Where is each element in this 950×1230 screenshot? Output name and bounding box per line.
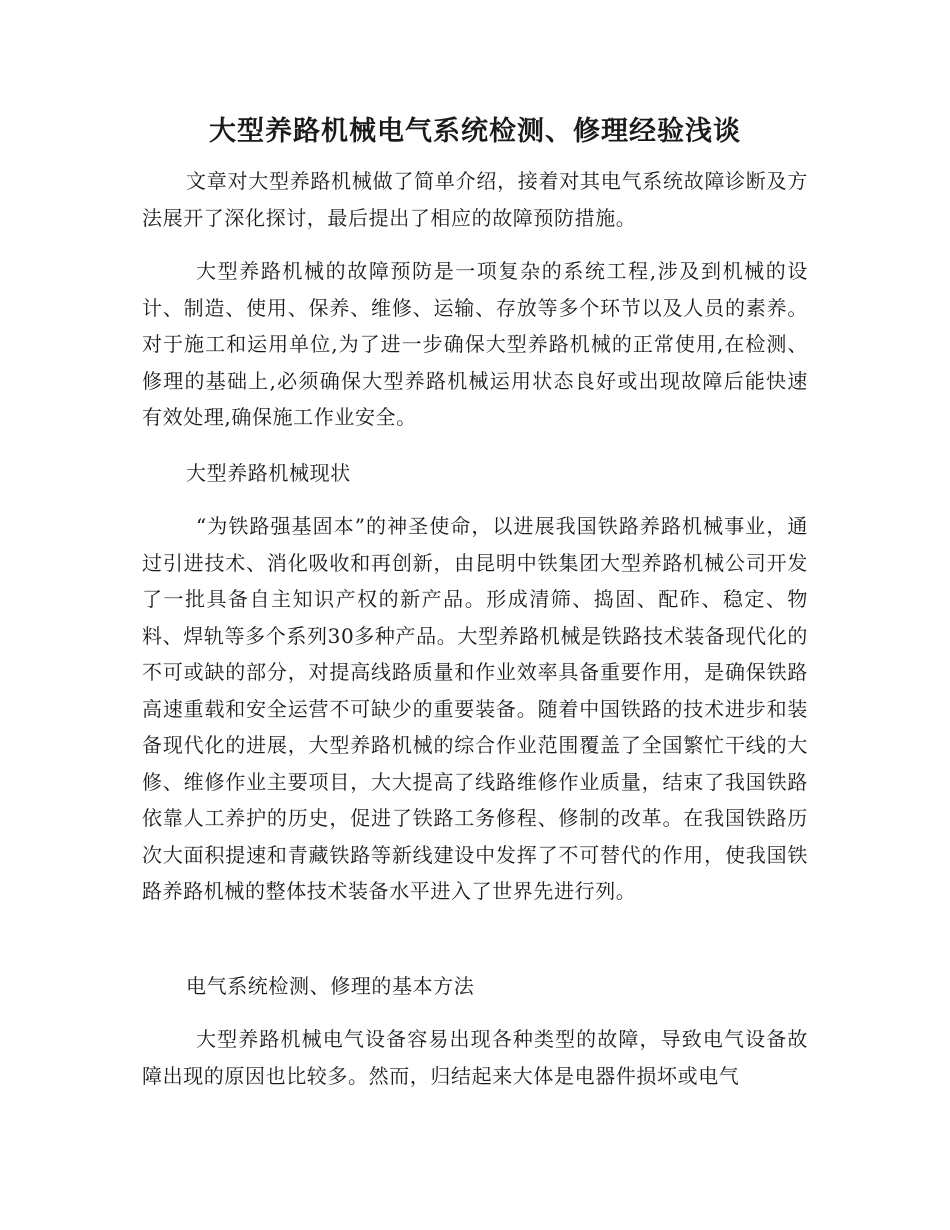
intro-paragraph: 大型养路机械的故障预防是一项复杂的系统工程,涉及到机械的设计、制造、使用、保养、维修、运输、存放等多个环节以及人员的素养。对于施工和运用单位,为了进一步确保大型养路机械的正常使用,在检测、修理的基础上,必须确保大型养路机械运用状态良好或出现故障后能快速有效处理,确保施工作业安全。	[142, 259, 808, 429]
section-heading-status: 大型养路机械现状	[186, 461, 351, 485]
abstract-paragraph: 文章对大型养路机械做了简单介绍，接着对其电气系统故障诊断及方法展开了深化探讨，最后提出了相应的故障预防措施。	[142, 169, 808, 230]
document-title: 大型养路机械电气系统检测、修理经验浅谈	[209, 116, 741, 147]
section-status-paragraph: “为铁路强基固本”的神圣使命，以进展我国铁路养路机械事业，通过引进技术、消化吸收和再创新，由昆明中铁集团大型养路机械公司开发了一批具备自主知识产权的新产品。形成清筛、捣固、配砟、稳定、物料、焊轨等多个系列30多种产品。大型养路机械是铁路技术装备现代化的不可或缺的部分，对提高线路质量和作业效率具备重要作用，是确保铁路高速重载和安全运营不可缺少的重要装备。随着中国铁路的技术进步和装备现代化的进展，大型养路机械的综合作业范围覆盖了全国繁忙干线的大修、维修作业主要项目，大大提高了线路维修作业质量，结束了我国铁路依靠人工养护的历史，促进了铁路工务修程、修制的改革。在我国铁路历次大面积提速和青藏铁路等新线建设中发挥了不可替代的作用，使我国铁路养路机械的整体技术装备水平进入了世界先进行列。	[142, 514, 808, 903]
section-heading-methods: 电气系统检测、修理的基本方法	[186, 974, 475, 998]
section-methods-paragraph: 大型养路机械电气设备容易出现各种类型的故障，导致电气设备故障出现的原因也比较多。然而，归结起来大体是电器件损坏或电气	[142, 1027, 808, 1088]
